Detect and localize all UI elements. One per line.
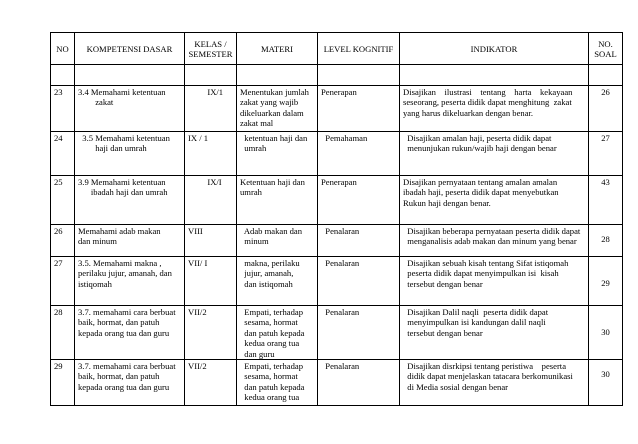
- cell-level: Penalaran: [318, 360, 400, 406]
- cell-materi: ketentuan haji dan umrah: [237, 132, 318, 176]
- cell-kelas: VII/ I: [185, 257, 237, 306]
- cell-soal: 30: [589, 306, 623, 360]
- cell-soal: 30: [589, 360, 623, 406]
- cell-level: Penalaran: [318, 306, 400, 360]
- header-materi: MATERI: [237, 33, 318, 65]
- cell-soal: 27: [589, 132, 623, 176]
- cell-kompetensi: 3.5 Memahami ketentuan haji dan umrah: [75, 132, 185, 176]
- cell-kelas: IX/I: [185, 176, 237, 225]
- cell-kelas: IX / 1: [185, 132, 237, 176]
- cell-kompetensi: 3.7. memahami cara berbuat baik, hormat, dan patuh kepada orang tua dan guru: [75, 306, 185, 360]
- cell-no: 28: [51, 306, 75, 360]
- header-indikator: INDIKATOR: [400, 33, 589, 65]
- cell-indikator: Disajikan pernyataan tentang amalan amalan ibadah haji, peserta didik dapat menyebutkan Rukun haji dengan benar.: [400, 176, 589, 225]
- table-row: [51, 176, 623, 225]
- header-row: [51, 33, 623, 65]
- table-row: [51, 86, 623, 132]
- cell-materi: Ketentuan haji dan umrah: [237, 176, 318, 225]
- header-level-kognitif: LEVEL KOGNITIF: [318, 33, 400, 65]
- cell-kompetensi: 3.7. memahami cara berbuat baik, hormat, dan patuh kepada orang tua dan guru: [75, 360, 185, 406]
- cell-kelas: IX/1: [185, 86, 237, 132]
- cell-indikator: Disajikan ilustrasi tentang harta kekayaan seseorang, peserta didik dapat menghitung zakat yang harus dikeluarkan dengan benar.: [400, 86, 589, 132]
- header-no: NO: [51, 33, 75, 65]
- cell-kompetensi: 3.5. Memahami makna , perilaku jujur, amanah, dan istiqomah: [75, 257, 185, 306]
- cell-level: Penerapan: [318, 176, 400, 225]
- cell-kelas: VII/2: [185, 306, 237, 360]
- header-kompetensi-dasar: KOMPETENSI DASAR: [75, 33, 185, 65]
- cell-materi: Menentukan jumlah zakat yang wajib dikeluarkan dalam zakat mal: [237, 86, 318, 132]
- cell-kompetensi: Memahami adab makan dan minum: [75, 225, 185, 257]
- cell-no: 26: [51, 225, 75, 257]
- cell-kompetensi: 3.9 Memahami ketentuan ibadah haji dan umrah: [75, 176, 185, 225]
- cell-level: Penerapan: [318, 86, 400, 132]
- cell-soal: 28: [589, 225, 623, 257]
- cell-indikator: Disajikan Dalil naqli peserta didik dapat menyimpulkan isi kandungan dalil naqli tersebut dengan benar: [400, 306, 589, 360]
- table-row: [51, 306, 623, 360]
- cell-indikator: Disajikan beberapa pernyataan peserta didik dapat menganalisis adab makan dan minum yang benar: [400, 225, 589, 257]
- cell-soal: 26: [589, 86, 623, 132]
- table-row: [51, 360, 623, 406]
- cell-level: Penalaran: [318, 257, 400, 306]
- cell-indikator: Disajikan amalan haji, peserta didik dapat menunjukan rukun/wajib haji dengan benar: [400, 132, 589, 176]
- table-row: [51, 257, 623, 306]
- table-row: [51, 132, 623, 176]
- cell-soal: 29: [589, 257, 623, 306]
- cell-level: Penalaran: [318, 225, 400, 257]
- cell-no: 29: [51, 360, 75, 406]
- cell-materi: Empati, terhadap sesama, hormat dan patuh kepada kedua orang tua dan guru: [237, 306, 318, 360]
- cell-level: Pemahaman: [318, 132, 400, 176]
- header-kelas-semester: KELAS / SEMESTER: [185, 33, 237, 65]
- cell-materi: Adab makan dan minum: [237, 225, 318, 257]
- kisi-kisi-table: [50, 32, 623, 406]
- cell-no: 23: [51, 86, 75, 132]
- cell-materi: Empati, terhadap sesama, hormat dan patuh kepada kedua orang tua: [237, 360, 318, 406]
- cell-kelas: VII/2: [185, 360, 237, 406]
- cell-no: 25: [51, 176, 75, 225]
- cell-soal: 43: [589, 176, 623, 225]
- cell-no: 24: [51, 132, 75, 176]
- table-row: [51, 225, 623, 257]
- spacer-row: [51, 65, 623, 86]
- cell-indikator: Disajikan sebuah kisah tentang Sifat istiqomah peserta didik dapat menyimpulkan isi kisah tersebut dengan benar: [400, 257, 589, 306]
- header-no-soal: NO. SOAL: [589, 33, 623, 65]
- cell-kelas: VIII: [185, 225, 237, 257]
- cell-no: 27: [51, 257, 75, 306]
- cell-kompetensi: 3.4 Memahami ketentuan zakat: [75, 86, 185, 132]
- cell-materi: makna, perilaku jujur, amanah, dan istiqomah: [237, 257, 318, 306]
- cell-indikator: Disajikan disrkipsi tentang peristiwa peserta didik dapat menjelaskan tatacara berkomunikasi di Media sosial dengan benar: [400, 360, 589, 406]
